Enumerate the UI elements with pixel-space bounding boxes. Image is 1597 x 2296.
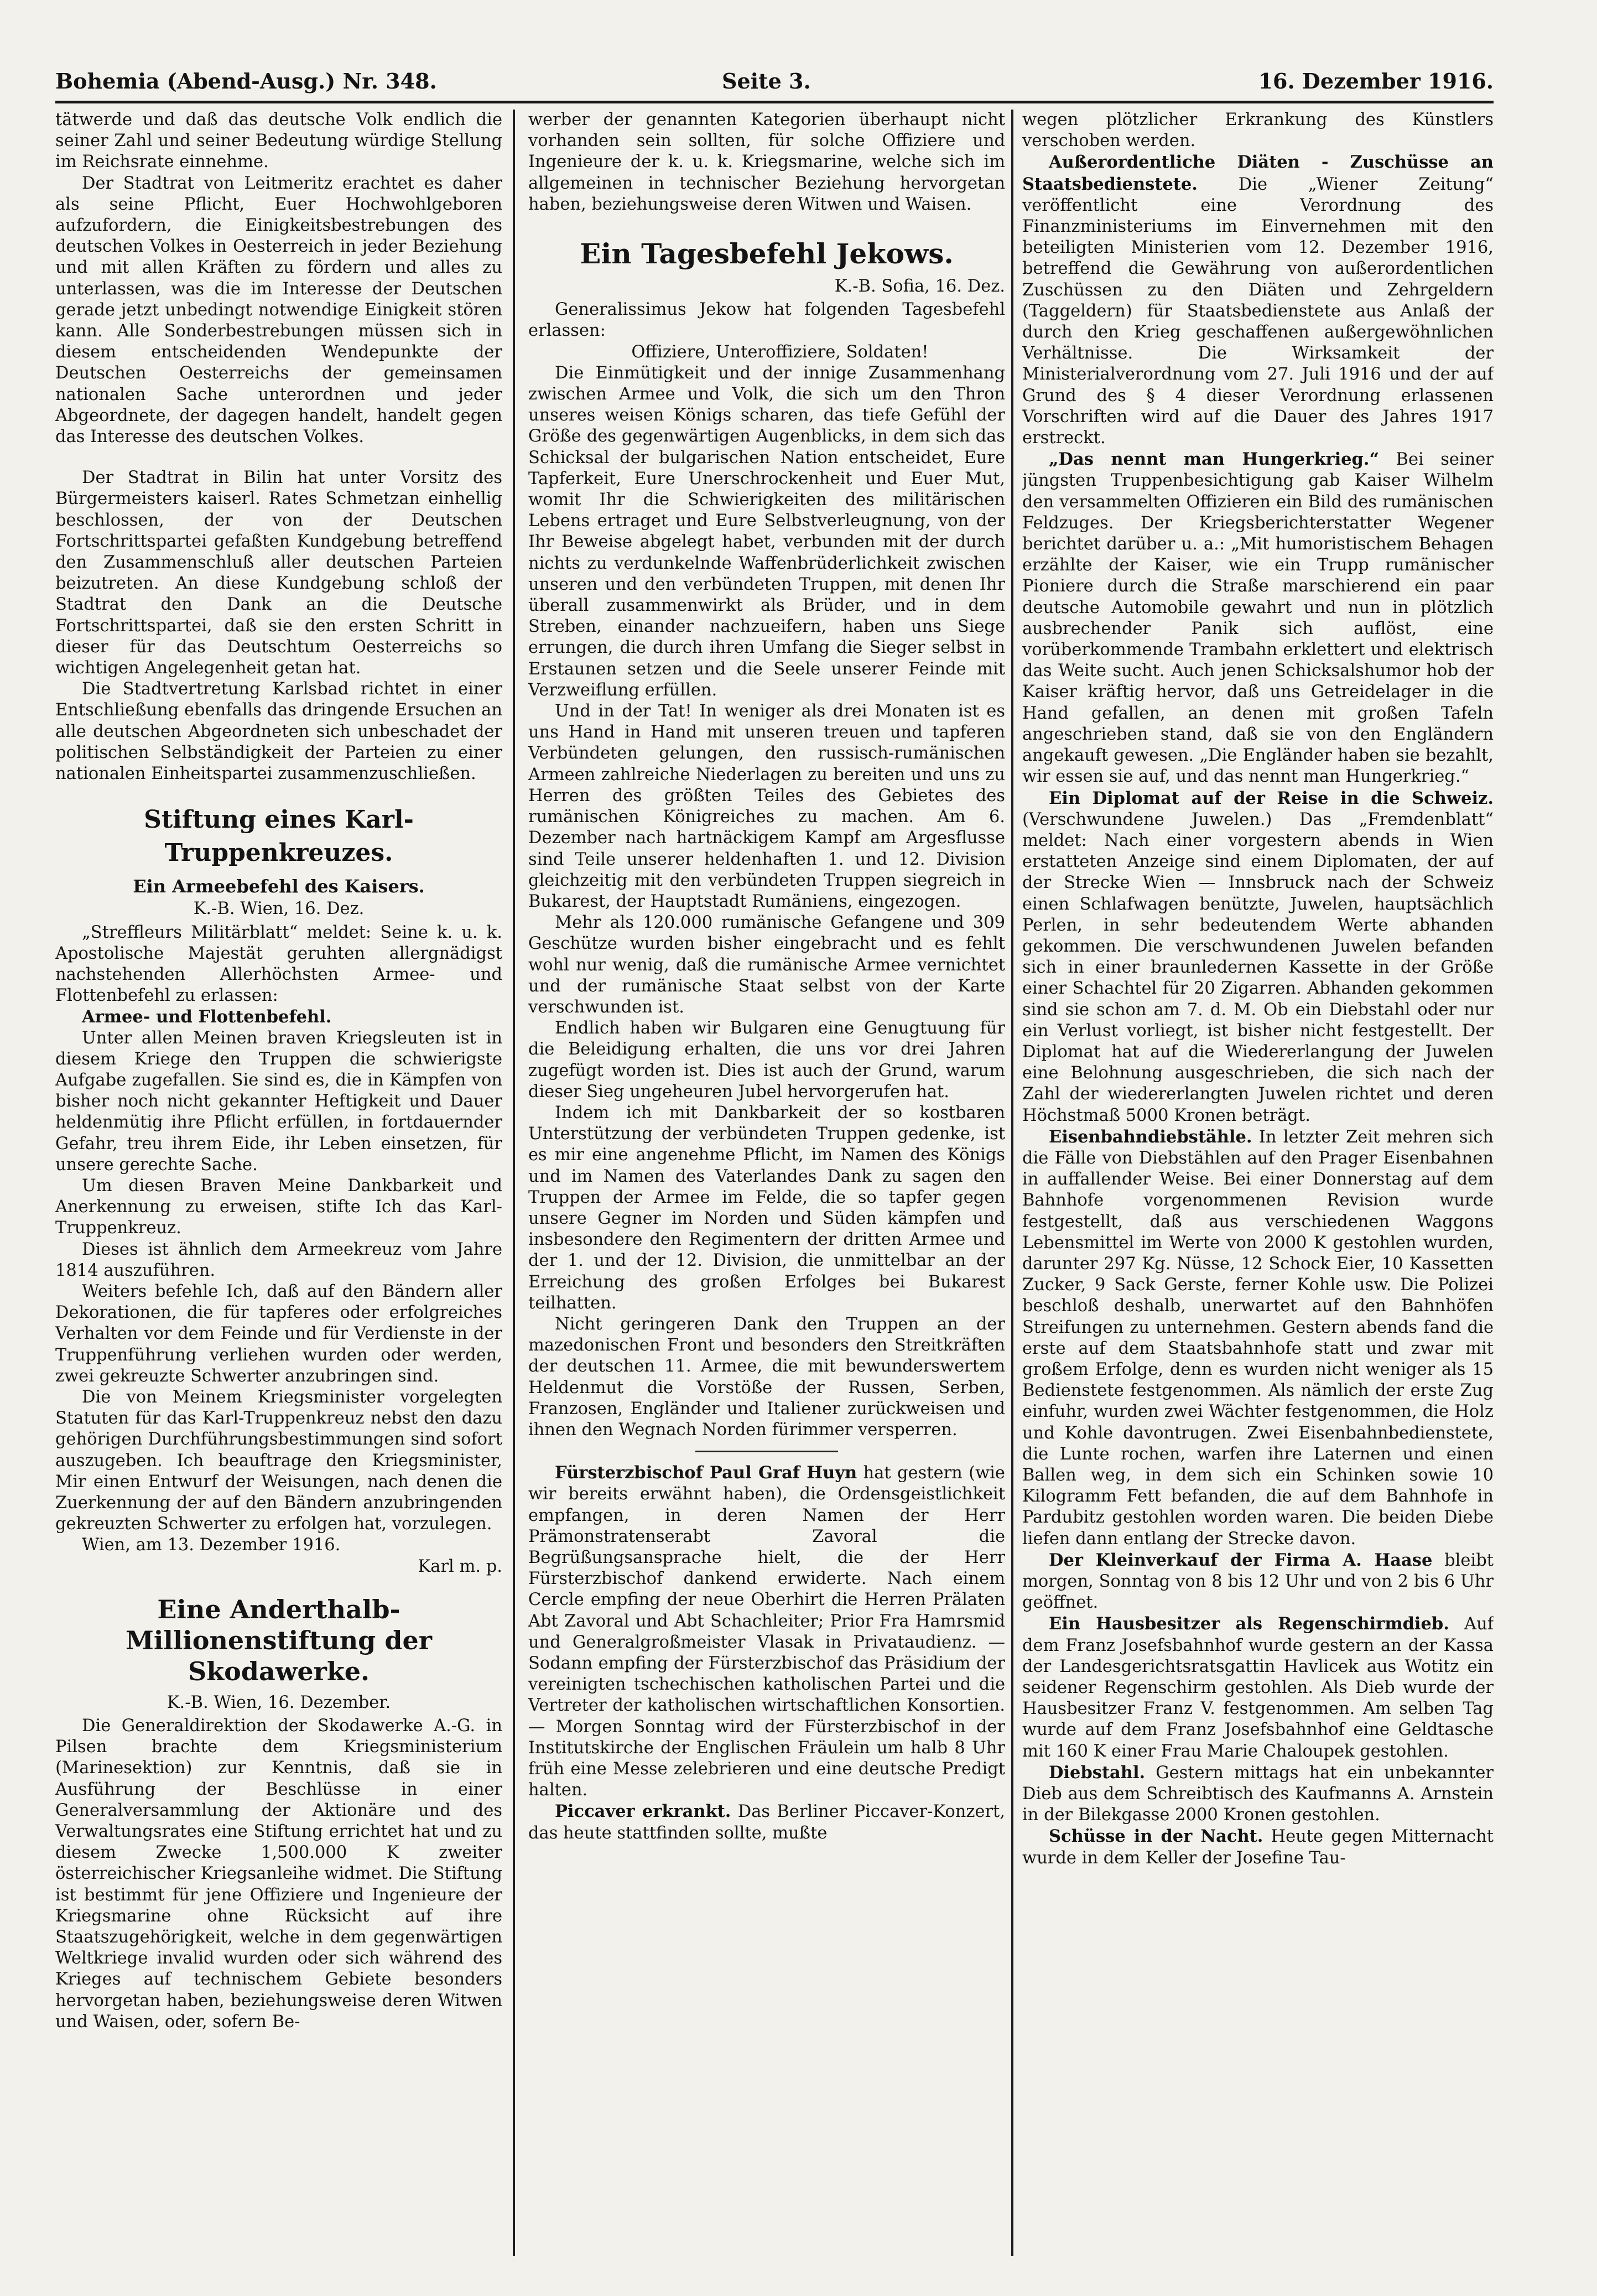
article-body: Bei seiner jüngsten Truppenbesichtigung gab Kaiser Wilhelm den versammelten Offizieren ein Bild des rumänischen Feldzuges. Der Kriegsberichterstatter Wegener berichtet darüber u. a.: „Mit humoristischem Behagen erzählte der Kaiser, wie ein Trupp rumänischer Pioniere durch die Straße marschierend ein paar deutsche Automobile gewahrt und nun in plötzlich ausbrechender Panik sich auflöst, eine vorüberkommende Trambahn erklettert und elektrisch das Weite sucht. Auch jenen Schicksalshumor hob der Kaiser kräftig hervor, daß uns Getreidelager in die Hand gefallen, an denen mit großen Tafeln angeschrieben stand, daß sie von den Engländern angekauft gewesen. „Die Engländer haben sie bezahlt, wir essen sie auf, und das nennt man Hungerkrieg.“: [1022, 450, 1494, 787]
article-lead: Fürsterzbischof Paul Graf Huyn: [555, 1463, 857, 1483]
article-lead: Schüsse in der Nacht.: [1049, 1826, 1263, 1847]
article-lead: Der Kleinverkauf der Firma A. Haase: [1049, 1550, 1433, 1570]
article-paragraph: werber der genannten Kategorien überhaupt nicht vorhanden sein sollten, für solche Offiziere und Ingenieure der k. u. k. Kriegsmarine, welche sich im allgemeinen in technischer Beziehung hervorgetan haben, beziehungsweise deren Witwen und Waisen.: [528, 110, 1005, 214]
article-paragraph: Die Stadtvertretung Karlsbad richtet in einer Entschließung ebenfalls das dringende Ersuchen an alle deutschen Abgeordneten sich unbeschadet der politischen Selbständigkeit der Parteien zu einer nationalen Einheitspartei zusammenzuschließen.: [55, 679, 502, 784]
header-publication: Bohemia (Abend-Ausg.) Nr. 348.: [55, 69, 437, 93]
page-header: [55, 65, 1494, 103]
article-paragraph: [1022, 1826, 1494, 1868]
headline-stiftung: Stiftung eines Karl-Truppenkreuzes.: [144, 806, 414, 868]
article-body: In letzter Zeit mehren sich die Fälle von Diebstählen auf den Prager Eisenbahnen in auffallender Weise. Bei einer Donnerstag auf dem Bahnhofe vorgenommenen Revision wurde festgestellt, daß aus verschiedenen Waggons Lebensmittel im Werte von 2000 K gestohlen wurden, darunter 297 Kg. Nüsse, 12 Schock Eier, 10 Kassetten Zucker, 9 Sack Gerste, ferner Kohle usw. Die Polizei beschloß deshalb, unerwartet auf den Bahnhöfen Streifungen zu unternehmen. Gestern abends fand die erste auf dem Staatsbahnhofe statt und zwar mit großem Erfolge, denn es wurden nicht weniger als 15 Bedienstete festgenommen. Als nämlich der erste Zug einfuhr, wurden zwei Wächter festgenommen, die Holz und Kohle davontrugen. Zwei Eisenbahnbedienstete, die Lunte rochen, warfen ihre Laternen und einen Ballen weg, in dem sich ein Schinken sowie 10 Kilogramm Fett befanden, die auf dem Bahnhofe in Pardubitz gestohlen worden waren. Die beiden Diebe liefen dann entlang der Strecke davon.: [1022, 1127, 1494, 1549]
article-body: Das Berliner Piccaver-Konzert, das heute stattfinden sollte, mußte: [528, 1802, 1005, 1843]
article-lead: Ein Diplomat auf der Reise in die Schweiz.: [1049, 788, 1494, 808]
article-lead: Außerordentliche Diäten - Zuschüsse an Staatsbedienstete.: [1022, 152, 1494, 194]
article-paragraph: Und in der Tat! In weniger als drei Monaten ist es uns Hand in Hand mit unseren treuen und tapferen Verbündeten gelungen, den russisch-rumänischen Armeen zahlreiche Niederlagen zu bereiten und uns zu Herren des größten Teiles des Gebietes des rumänischen Königreiches zu machen. Am 6. Dezember nach hartnäckigem Kampf am Argesflusse sind Teile unserer heldenhaften 1. und 12. Division gleichzeitig mit den verbündeten Truppen siegreich in Bukarest, der Hauptstadt Rumäniens, eingezogen.: [528, 702, 1005, 911]
article-paragraph: [1022, 1126, 1494, 1550]
article-paragraph: Nicht geringeren Dank den Truppen an der mazedonischen Front und besonders den Streitkräften der deutschen 11. Armee, die mit bewunderswertem Heldenmut die Vorstöße der Russen, Serben, Franzosen, Engländer und Italiener zurückweisen und ihnen den Wegnach Norden fürimmer versperren.: [528, 1314, 1005, 1440]
article-paragraph: Der Stadtrat in Bilin hat unter Vorsitz des Bürgermeisters kaiserl. Rates Schmetzan einhellig beschlossen, der von der Deutschen Fortschrittspartei gefaßten Kundgebung betreffend den Zusammenschluß aller deutschen Parteien beizutreten. An diese Kundgebung schloß der Stadtrat den Dank an die Deutsche Fortschrittspartei, daß sie den ersten Schritt in dieser für das Deutschtum Oesterreichs so wichtigen Angelegenheit getan hat.: [55, 468, 502, 678]
signature: Karl m. p.: [418, 1556, 502, 1576]
article-body: hat gestern (wie wir bereits erwähnt haben), die Ordensgeistlichkeit empfangen, in deren Namen der Herr Prämonstratenserabt Zavoral die Begrüßungsansprache hielt, die der Herr Fürsterzbischof dankend erwiderte. Nach einem Cercle empfing der neue Oberhirt die Herren Prälaten Abt Zavoral und Abt Schachleiter; Prior Fra Hamrsmid und Generalgroßmeister Vlasak in Privataudienz. — Sodann empfing der Fürsterzbischof das Präsidium der vereinigten tschechischen katholischen Partei und die Vertreter der katholischen wirtschaftlichen Konsortien. — Morgen Sonntag wird der Fürsterzbischof in der Institutskirche der Englischen Fräulein um halb 8 Uhr früh eine Messe zelebrieren und eine deutsche Predigt halten.: [528, 1463, 1005, 1800]
article-paragraph: Armee- und Flottenbefehl.: [82, 1007, 332, 1027]
article-paragraph: [1022, 1762, 1494, 1826]
article-paragraph: tätwerde und daß das deutsche Volk endlich die seiner Zahl und seiner Bedeutung würdige Stellung im Reichsrate einnehme.: [55, 110, 502, 172]
article-paragraph: [1022, 1613, 1494, 1762]
article-body: bleibt morgen, Sonntag von 8 bis 12 Uhr und von 2 bis 6 Uhr geöffnet.: [1022, 1550, 1494, 1613]
article-paragraph: [1022, 1550, 1494, 1614]
article-lead: Piccaver erkrankt.: [555, 1801, 731, 1822]
article-paragraph: Der Stadtrat von Leitmeritz erachtet es daher als seine Pflicht, Euer Hochwohlgeboren aufzufordern, die Einigkeitsbestrebungen des deutschen Volkes in Oesterreich in jeder Beziehung und mit allen Kräften zu fördern und alles zu unterlassen, was die im Interesse der Deutschen gerade jetzt unbedingt notwendige Einigkeit stören kann. Alle Sonderbestrebungen müssen sich in diesem entscheidenden Wendepunkte der Deutschen Oesterreichs der gemeinsamen nationalen Sache unterordnen und jeder Abgeordnete, der dagegen handelt, handelt gegen das Interesse des deutschen Volkes.: [55, 173, 502, 447]
article-body: (Verschwundene Juwelen.) Das „Fremdenblatt“ meldet: Nach einer vorgestern abends in Wien erstatteten Anzeige sind einem Diplomaten, der auf der Strecke Wien — Innsbruck nach der Schweiz einen Schlafwagen benützte, Juwelen, hauptsächlich Perlen, in sehr bedeutendem Werte abhanden gekommen. Die verschwundenen Juwelen befanden sich in einer braunledernen Kassette in der Größe einer Schachtel für 20 Zigarren. Abhanden gekommen sind sie schon am 7. d. M. Ob ein Diebstahl oder nur ein Verlust vorliegt, ist bisher nicht festgestellt. Der Diplomat hat auf die Wiedererlangung der Juwelen eine Belohnung ausgeschrieben, die sich nach der Zahl der wiedererlangten Juwelen richtet und deren Höchstmaß 5000 Kronen beträgt.: [1022, 809, 1494, 1125]
dateline: K.-B. Sofia, 16. Dez.: [834, 277, 1005, 297]
article-paragraph: [528, 1462, 1005, 1801]
article-body: Die „Wiener Zeitung“ veröffentlicht eine Verordnung des Finanzministeriums im Einvernehmen mit den beteiligten Ministerien vom 12. Dezember 1916, betreffend die Gewährung von außerordentlichen Zuschüssen zu den Diäten und Zehrgeldern (Taggeldern) für Staatsbedienstete aus Anlaß der durch den Krieg geschaffenen außergewöhnlichen Verhältnisse. Die Wirksamkeit der Ministerialverordnung vom 27. Juli 1916 und der auf Grund des § 4 dieser Verordnung erlassenen Vorschriften wird auf die Dauer des Jahres 1917 erstreckt.: [1022, 174, 1494, 448]
article-paragraph: Endlich haben wir Bulgaren eine Genugtuung für die Beleidigung erhalten, die uns vor drei Jahren zugefügt worden ist. Dies ist auch der Grund, warum dieser Sieg ungeheuren Jubel hervorgerufen hat.: [528, 1019, 1005, 1102]
article-paragraph: Die von Meinem Kriegsminister vorgelegten Statuten für das Karl-Truppenkreuz nebst den dazu gehörigen Durchführungsbestimmungen sind sofort auszugeben. Ich beauftrage den Kriegsminister, Mir einen Entwurf der Weisungen, nach denen die Zuerkennung der auf den Bändern anzubringenden gekreuzten Schwerter zu erfolgen hat, vorzulegen.: [55, 1387, 502, 1534]
dateline: K.-B. Wien, 16. Dez.: [193, 899, 365, 919]
article-paragraph: [1022, 788, 1494, 1126]
article-paragraph: [1022, 449, 1494, 787]
article-body: Heute gegen Mitternacht wurde in dem Keller der Josefine Tau-: [1022, 1827, 1494, 1868]
article-paragraph: Generalissimus Jekow hat folgenden Tagesbefehl erlassen:: [528, 300, 1005, 341]
article-lead: „Das nennt man Hungerkrieg.“: [1049, 449, 1380, 470]
article-lead: Diebstahl.: [1049, 1762, 1146, 1783]
article-paragraph: Offiziere, Unteroffiziere, Soldaten!: [631, 342, 929, 362]
column-rule-1: [513, 110, 515, 2256]
article-body: Auf dem Franz Josefsbahnhof wurde gestern an der Kassa der Landesgerichtsratsgattin Havlicek aus Wotitz ein seidener Regenschirm gestohlen. Als Dieb wurde der Hausbesitzer Franz V. festgenommen. Am selben Tag wurde auf dem Franz Josefsbahnhof eine Geldtasche mit 160 K einer Frau Marie Chaloupek gestohlen.: [1022, 1614, 1494, 1761]
article-paragraph: Dieses ist ähnlich dem Armeekreuz vom Jahre 1814 auszuführen.: [55, 1239, 502, 1280]
article-paragraph: Unter allen Meinen braven Kriegsleuten ist in diesem Kriege den Truppen die schwierigste Aufgabe zugefallen. Sie sind es, die in Kämpfen von bisher noch nicht gekannter Heftigkeit und Dauer heldenmütig ihre Pflicht erfüllen, in fortdauernder Gefahr, treu ihrem Eide, ihr Leben einsetzen, für unsere gerechte Sache.: [55, 1028, 502, 1175]
dateline: K.-B. Wien, 16. Dezember.: [167, 1692, 391, 1712]
column-rule-2: [1011, 110, 1013, 2256]
header-page-number: Seite 3.: [722, 69, 811, 93]
article-paragraph: Um diesen Braven Meine Dankbarkeit und Anerkennung zu erweisen, stifte Ich das Karl-Truppenkreuz.: [55, 1176, 502, 1238]
subheadline-armeebefehl: Ein Armeebefehl des Kaisers.: [133, 876, 425, 897]
column-3: [1022, 110, 1494, 2256]
article-paragraph: Weiters befehle Ich, daß auf den Bändern aller Dekorationen, die für tapferes oder erfolgreiches Verhalten vor dem Feinde und für Verdienste in der Truppenführung verliehen wurden oder werden, zwei gekreuzte Schwerter anzubringen sind.: [55, 1281, 502, 1386]
article-lead: Ein Hausbesitzer als Regenschirmdieb.: [1049, 1614, 1449, 1634]
headline-skoda: Eine Anderthalb-Millionenstiftung der Skodawerke.: [125, 1594, 433, 1686]
article-paragraph: Die Generaldirektion der Skodawerke A.-G. in Pilsen brachte dem Kriegsministerium (Marinesektion) zur Kenntnis, daß sie in Ausführung der Beschlüsse in einer Generalversammlung der Aktionäre und des Verwaltungsrates eine Stiftung errichtet hat und zu diesem Zwecke 1,500.000 K zweiter österreichischer Kriegsanleihe widmet. Die Stiftung ist bestimmt für jene Offiziere und Ingenieure der Kriegsmarine ohne Rücksicht auf ihre Staatszugehörigkeit, welche in dem gegenwärtigen Weltkriege invalid wurden oder sich während des Krieges auf technischem Gebiete besonders hervorgetan haben, beziehungsweise deren Witwen und Waisen, oder, sofern Be-: [55, 1716, 502, 2032]
article-paragraph: Die Einmütigkeit und der innige Zusammenhang zwischen Armee und Volk, die sich um den Thron unseres weisen Königs scharen, das tiefe Gefühl der Größe des gegenwärtigen Augenblicks, in dem sich das Schicksal der bulgarischen Nation entscheidet, Eure Tapferkeit, Eure Unerschrockenheit und Euer Mut, womit Ihr die Schwierigkeiten des militärischen Lebens ertraget und Eure Selbstverleugnung, von der Ihr Beweise abgelegt habet, verbunden mit der durch nichts zu verdunkelnde Waffenbrüderlichkeit zwischen unseren und den verbündeten Truppen, mit denen Ihr überall zusammenwirkt als Brüder, und in dem Streben, einander nachzueifern, haben uns Siege errungen, die durch ihren Umfang die Sieger selbst in Erstaunen setzen und die Seele unserer Feinde mit Verzweiflung erfüllen.: [528, 363, 1005, 700]
article-paragraph: Wien, am 13. Dezember 1916.: [82, 1535, 341, 1555]
headline-jekow: Ein Tagesbefehl Jekows.: [580, 237, 954, 271]
article-paragraph: „Streffleurs Militärblatt“ meldet: Seine k. u. k. Apostolische Majestät geruhten allergnädigst nachstehenden Allerhöchsten Armee- und Flottenbefehl zu erlassen:: [55, 922, 502, 1006]
header-date: 16. Dezember 1916.: [1258, 69, 1494, 93]
article-body: Gestern mittags hat ein unbekannter Dieb aus dem Schreibtisch des Kaufmanns A. Arnstein in der Bilekgasse 2000 Kronen gestohlen.: [1022, 1763, 1494, 1825]
article-lead: Eisenbahndiebstähle.: [1049, 1126, 1252, 1147]
separator-line: [695, 1451, 839, 1452]
article-paragraph: [1022, 152, 1494, 449]
column-2: [528, 110, 1005, 2256]
article-paragraph: [528, 1801, 1005, 1843]
article-paragraph: Mehr als 120.000 rumänische Gefangene und 309 Geschütze wurden bisher eingebracht und es fehlt wohl nur wenig, daß die rumänische Armee vernichtet und der rumänische Staat selbst von der Karte verschwunden ist.: [528, 913, 1005, 1017]
article-paragraph: wegen plötzlicher Erkrankung des Künstlers verschoben werden.: [1022, 110, 1494, 151]
column-1: [55, 110, 502, 2256]
article-paragraph: Indem ich mit Dankbarkeit der so kostbaren Unterstützung der verbündeten Truppen gedenke, ist es mir eine angenehme Pflicht, im Namen des Königs und im Namen des Vaterlandes Dank zu sagen den Truppen der Armee im Felde, die so tapfer gegen unsere Gegner im Norden und Süden kämpfen und insbesondere den Regimentern der dritten Armee und der 1. und der 12. Division, die unmittelbar an der Erreichung des großen Erfolges bei Bukarest teilhatten.: [528, 1103, 1005, 1313]
